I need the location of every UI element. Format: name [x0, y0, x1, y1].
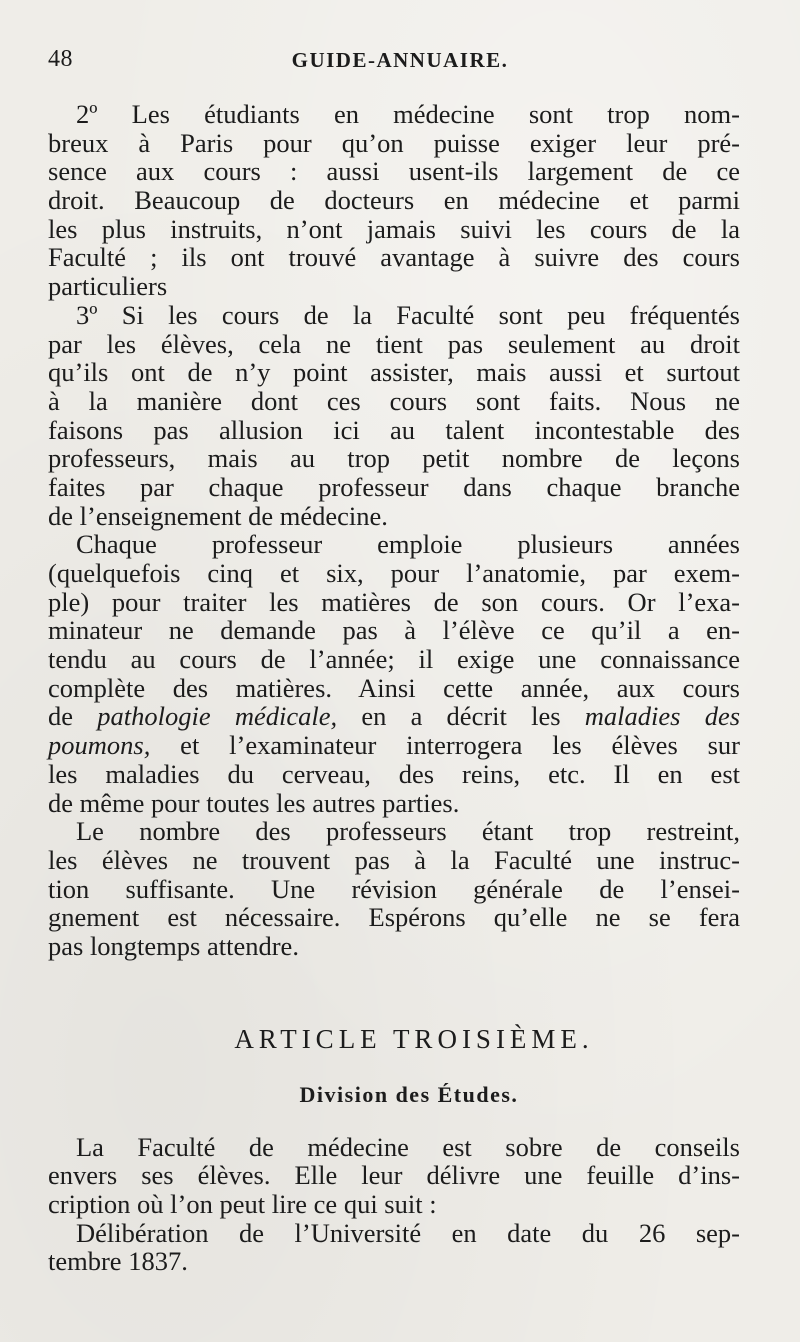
- text-line: minateur ne demande pas à l’élève ce qu’il a en-: [48, 615, 740, 646]
- text-line: pas longtemps attendre.: [48, 930, 299, 961]
- text-line: tendu au cours de l’année; il exige une connaissance: [48, 644, 740, 675]
- section-title: ARTICLE TROISIÈME.: [234, 1023, 594, 1054]
- paragraph: [48, 817, 740, 960]
- text-line: (quelquefois cinq et six, pour l’anatomie, par exem-: [48, 558, 740, 588]
- running-title: GUIDE-ANNUAIRE.: [291, 48, 509, 72]
- body-text: [48, 100, 740, 1276]
- text-line: de même pour toutes les autres parties.: [48, 787, 460, 818]
- text-line: gnement est nécessaire. Espérons qu’elle ne se fera: [48, 902, 740, 933]
- text-line: cription où l’on peut lire ce qui suit :: [48, 1189, 437, 1219]
- text-line: particuliers: [48, 271, 168, 302]
- section-gap: [48, 961, 740, 1019]
- text-line: 3º Si les cours de la Faculté sont peu fréquentés: [76, 299, 740, 330]
- page-header: [48, 46, 752, 78]
- title-gap: [48, 1059, 740, 1077]
- paragraph: [48, 100, 740, 301]
- paragraph: [48, 301, 740, 531]
- text-line: envers ses élèves. Elle leur délivre une feuille d’ins-: [48, 1160, 740, 1191]
- italic-text: poumons,: [48, 730, 151, 761]
- subtitle-gap: [48, 1113, 740, 1133]
- paragraph: [48, 1133, 740, 1276]
- text-line: breux à Paris pour qu’on puisse exiger leur pré-: [48, 127, 740, 158]
- text-line: Le nombre des professeurs étant trop restreint,: [76, 816, 740, 847]
- section-subtitle: Division des Études.: [299, 1081, 519, 1107]
- text-run: et l’examinateur interrogera les élèves sur: [150, 730, 740, 761]
- page-number: 48: [48, 46, 73, 72]
- text-line-italic: [48, 702, 740, 731]
- text-line: 2º Les étudiants en médecine sont trop nom-: [76, 99, 740, 129]
- text-line: tembre 1837.: [48, 1246, 188, 1277]
- text-line: les maladies du cerveau, des reins, etc. Il en est: [48, 758, 740, 789]
- italic-text: maladies des: [584, 701, 741, 732]
- text-line: les élèves ne trouvent pas à la Faculté une instruc-: [48, 844, 740, 875]
- text-line: complète des matières. Ainsi cette année, aux cours: [48, 672, 740, 703]
- text-line: sence aux cours : aussi usent-ils largement de ce: [48, 156, 740, 187]
- text-line: droit. Beaucoup de docteurs en médecine et parmi: [48, 185, 740, 216]
- text-line: ple) pour traiter les matières de son cours. Or l’exa-: [48, 586, 740, 617]
- text-line: les plus instruits, n’ont jamais suivi les cours de la: [48, 213, 740, 244]
- text-line: Chaque professeur emploie plusieurs années: [76, 529, 740, 560]
- text-line-italic: [48, 731, 740, 760]
- text-line: qu’ils ont de n’y point assister, mais aussi et surtout: [48, 357, 740, 388]
- text-line: Délibération de l’Université en date du 26 sep-: [76, 1217, 740, 1248]
- text-line: faites par chaque professeur dans chaque branche: [48, 471, 740, 502]
- italic-text: pathologie médicale,: [97, 701, 338, 732]
- text-line: faisons pas allusion ici au talent incontestable des: [48, 414, 740, 445]
- text-line: Faculté ; ils ont trouvé avantage à suivre des cours: [48, 242, 740, 273]
- text-run: de: [48, 701, 98, 732]
- paragraph: [48, 530, 740, 817]
- text-run: en a décrit les: [337, 701, 585, 732]
- text-line: tion suffisante. Une révision générale de l’ensei-: [48, 873, 740, 904]
- text-line: par les élèves, cela ne tient pas seulement au droit: [48, 328, 740, 359]
- text-line: professeurs, mais au trop petit nombre de leçons: [48, 443, 740, 474]
- text-line: La Faculté de médecine est sobre de conseils: [76, 1131, 740, 1162]
- text-line: à la manière dont ces cours sont faits. Nous ne: [48, 385, 740, 416]
- text-line: de l’enseignement de médecine.: [48, 500, 388, 531]
